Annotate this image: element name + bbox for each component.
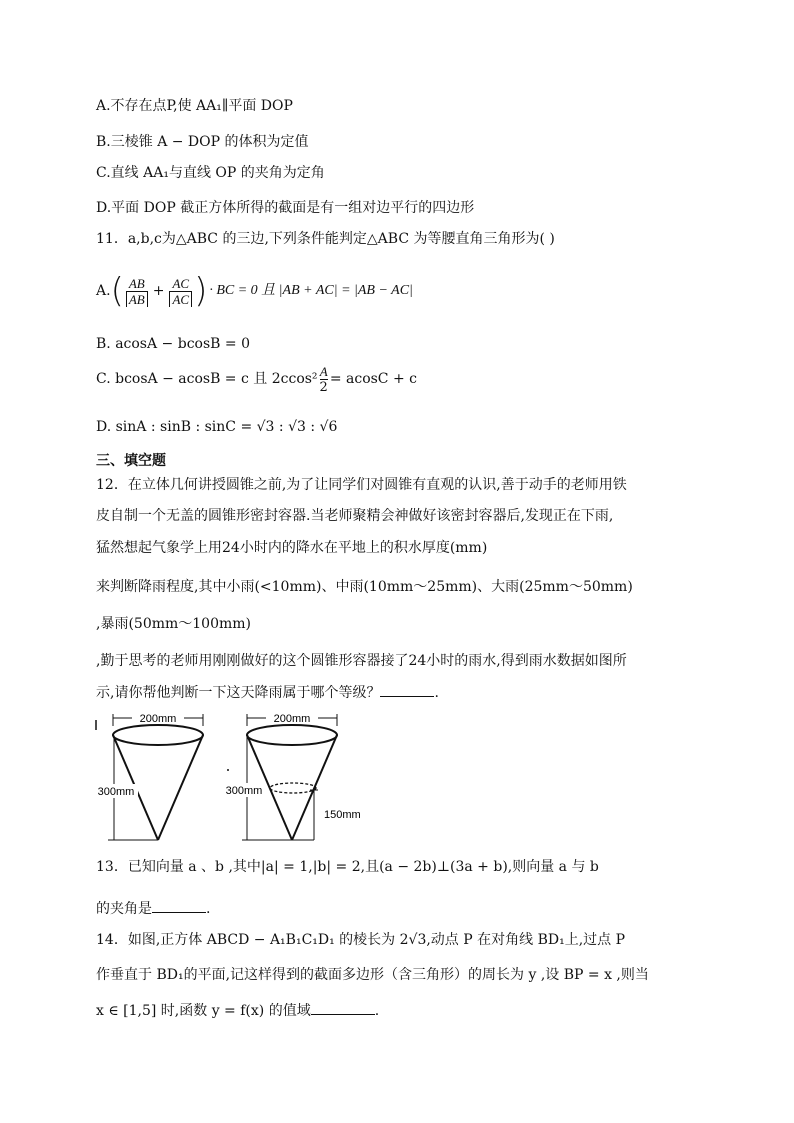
q14-line-3: x ∈ [1,5] 时,函数 y = f(x) 的值域 . xyxy=(96,1000,379,1021)
q11-stem: 11．a,b,c为△ABC 的三边,下列条件能判定△ABC 为等腰直角三角形为( ) xyxy=(96,231,555,247)
section-heading: 三、填空题 xyxy=(96,453,166,469)
q12-question: 示,请你帮他判断一下这天降雨属于哪个等级？ xyxy=(96,685,381,701)
q13-question: 的夹角是 xyxy=(96,901,152,917)
right-paren: ) xyxy=(194,271,208,311)
fraction-1-denominator: AB xyxy=(126,292,148,307)
q12-answer-blank xyxy=(380,682,434,697)
cone1-width-label: 200mm xyxy=(139,713,177,725)
q14-line-1: 14．如图,正方体 ABCD − A₁B₁C₁D₁ 的棱长为 2√3,动点 P 在对角线 BD₁上,过点 P xyxy=(96,932,626,948)
q11-c-left: C. bcosA − acosB = c 且 2ccos² xyxy=(96,371,318,387)
q13-answer-blank xyxy=(152,898,206,913)
q12-line-3: 猛然想起气象学上用24小时内的降水在平地上的积水厚度(mm) xyxy=(96,540,488,556)
water-height-label: 150mm xyxy=(324,809,361,821)
c-fraction-numerator: A xyxy=(319,363,328,379)
cone1-height-label: 300mm xyxy=(97,786,135,798)
q10-option-a: A.不存在点P,使 AA₁∥平面 DOP xyxy=(96,98,293,114)
q12-line-5: ,暴雨(50mm～100mm) xyxy=(96,616,252,632)
c-fraction-denominator: 2 xyxy=(319,379,328,395)
q12-line-2: 皮自制一个无盖的圆锥形密封容器.当老师聚精会神做好该密封容器后,发现正在下雨, xyxy=(96,508,614,524)
plus-sign: + xyxy=(152,283,165,299)
fraction-2-numerator: AC xyxy=(169,276,192,292)
empty-cone xyxy=(94,711,203,840)
cone2-height-label: 300mm xyxy=(225,785,263,797)
q13-line-1: 13．已知向量 a 、b ,其中|a| = 1,|b| = 2,且(a − 2b)⊥(3a + b),则向量 a 与 b xyxy=(96,859,599,875)
q10-option-b: B.三棱锥 A − DOP 的体积为定值 xyxy=(96,134,309,150)
q11-option-b: B. acosA − bcosB = 0 xyxy=(96,336,250,352)
q14-line-2: 作垂直于 BD₁的平面,记这样得到的截面多边形（含三角形）的周长为 y ,设 BP = x ,则当 xyxy=(96,967,649,983)
q12-line-1: 12．在立体几何讲授圆锥之前,为了让同学们对圆锥有直观的认识,善于动手的老师用铁 xyxy=(96,477,627,493)
cone-figure xyxy=(94,710,361,845)
q12-line-4: 来判断降雨程度,其中小雨(<10mm)、中雨(10mm～25mm)、大雨(25mm～50mm) xyxy=(96,579,633,595)
q12-line-7: 示,请你帮他判断一下这天降雨属于哪个等级？ . xyxy=(96,682,439,703)
q13-line-2: 的夹角是 . xyxy=(96,898,210,919)
q11-option-a xyxy=(96,262,413,320)
q11-a-condition: · BC = 0 且 |AB + AC| = |AB − AC| xyxy=(209,283,413,298)
q11-a-fraction-2 xyxy=(169,276,192,307)
q14-question: x ∈ [1,5] 时,函数 y = f(x) 的值域 xyxy=(96,1003,311,1019)
water-cone xyxy=(222,711,361,840)
q11-c-right: = acosC + c xyxy=(329,371,417,387)
cone2-width-label: 200mm xyxy=(273,713,311,725)
q12-line-6: ,勤于思考的老师用刚刚做好的这个圆锥形容器接了24小时的雨水,得到雨水数据如图所 xyxy=(96,653,627,669)
left-paren: ( xyxy=(110,271,124,311)
q11-option-c xyxy=(96,358,417,400)
q11-a-label: A. xyxy=(96,283,111,299)
fraction-2-denominator: AC xyxy=(169,292,192,307)
q11-c-fraction xyxy=(320,364,328,395)
q10-option-d: D.平面 DOP 截正方体所得的截面是有一组对边平行的四边形 xyxy=(96,200,475,216)
q11-option-d: D. sinA : sinB : sinC = √3 : √3 : √6 xyxy=(96,419,338,435)
q10-option-c: C.直线 AA₁与直线 OP 的夹角为定角 xyxy=(96,165,325,181)
q11-a-fraction-1 xyxy=(126,276,148,307)
fraction-1-numerator: AB xyxy=(126,276,148,292)
q14-answer-blank xyxy=(311,1000,375,1015)
